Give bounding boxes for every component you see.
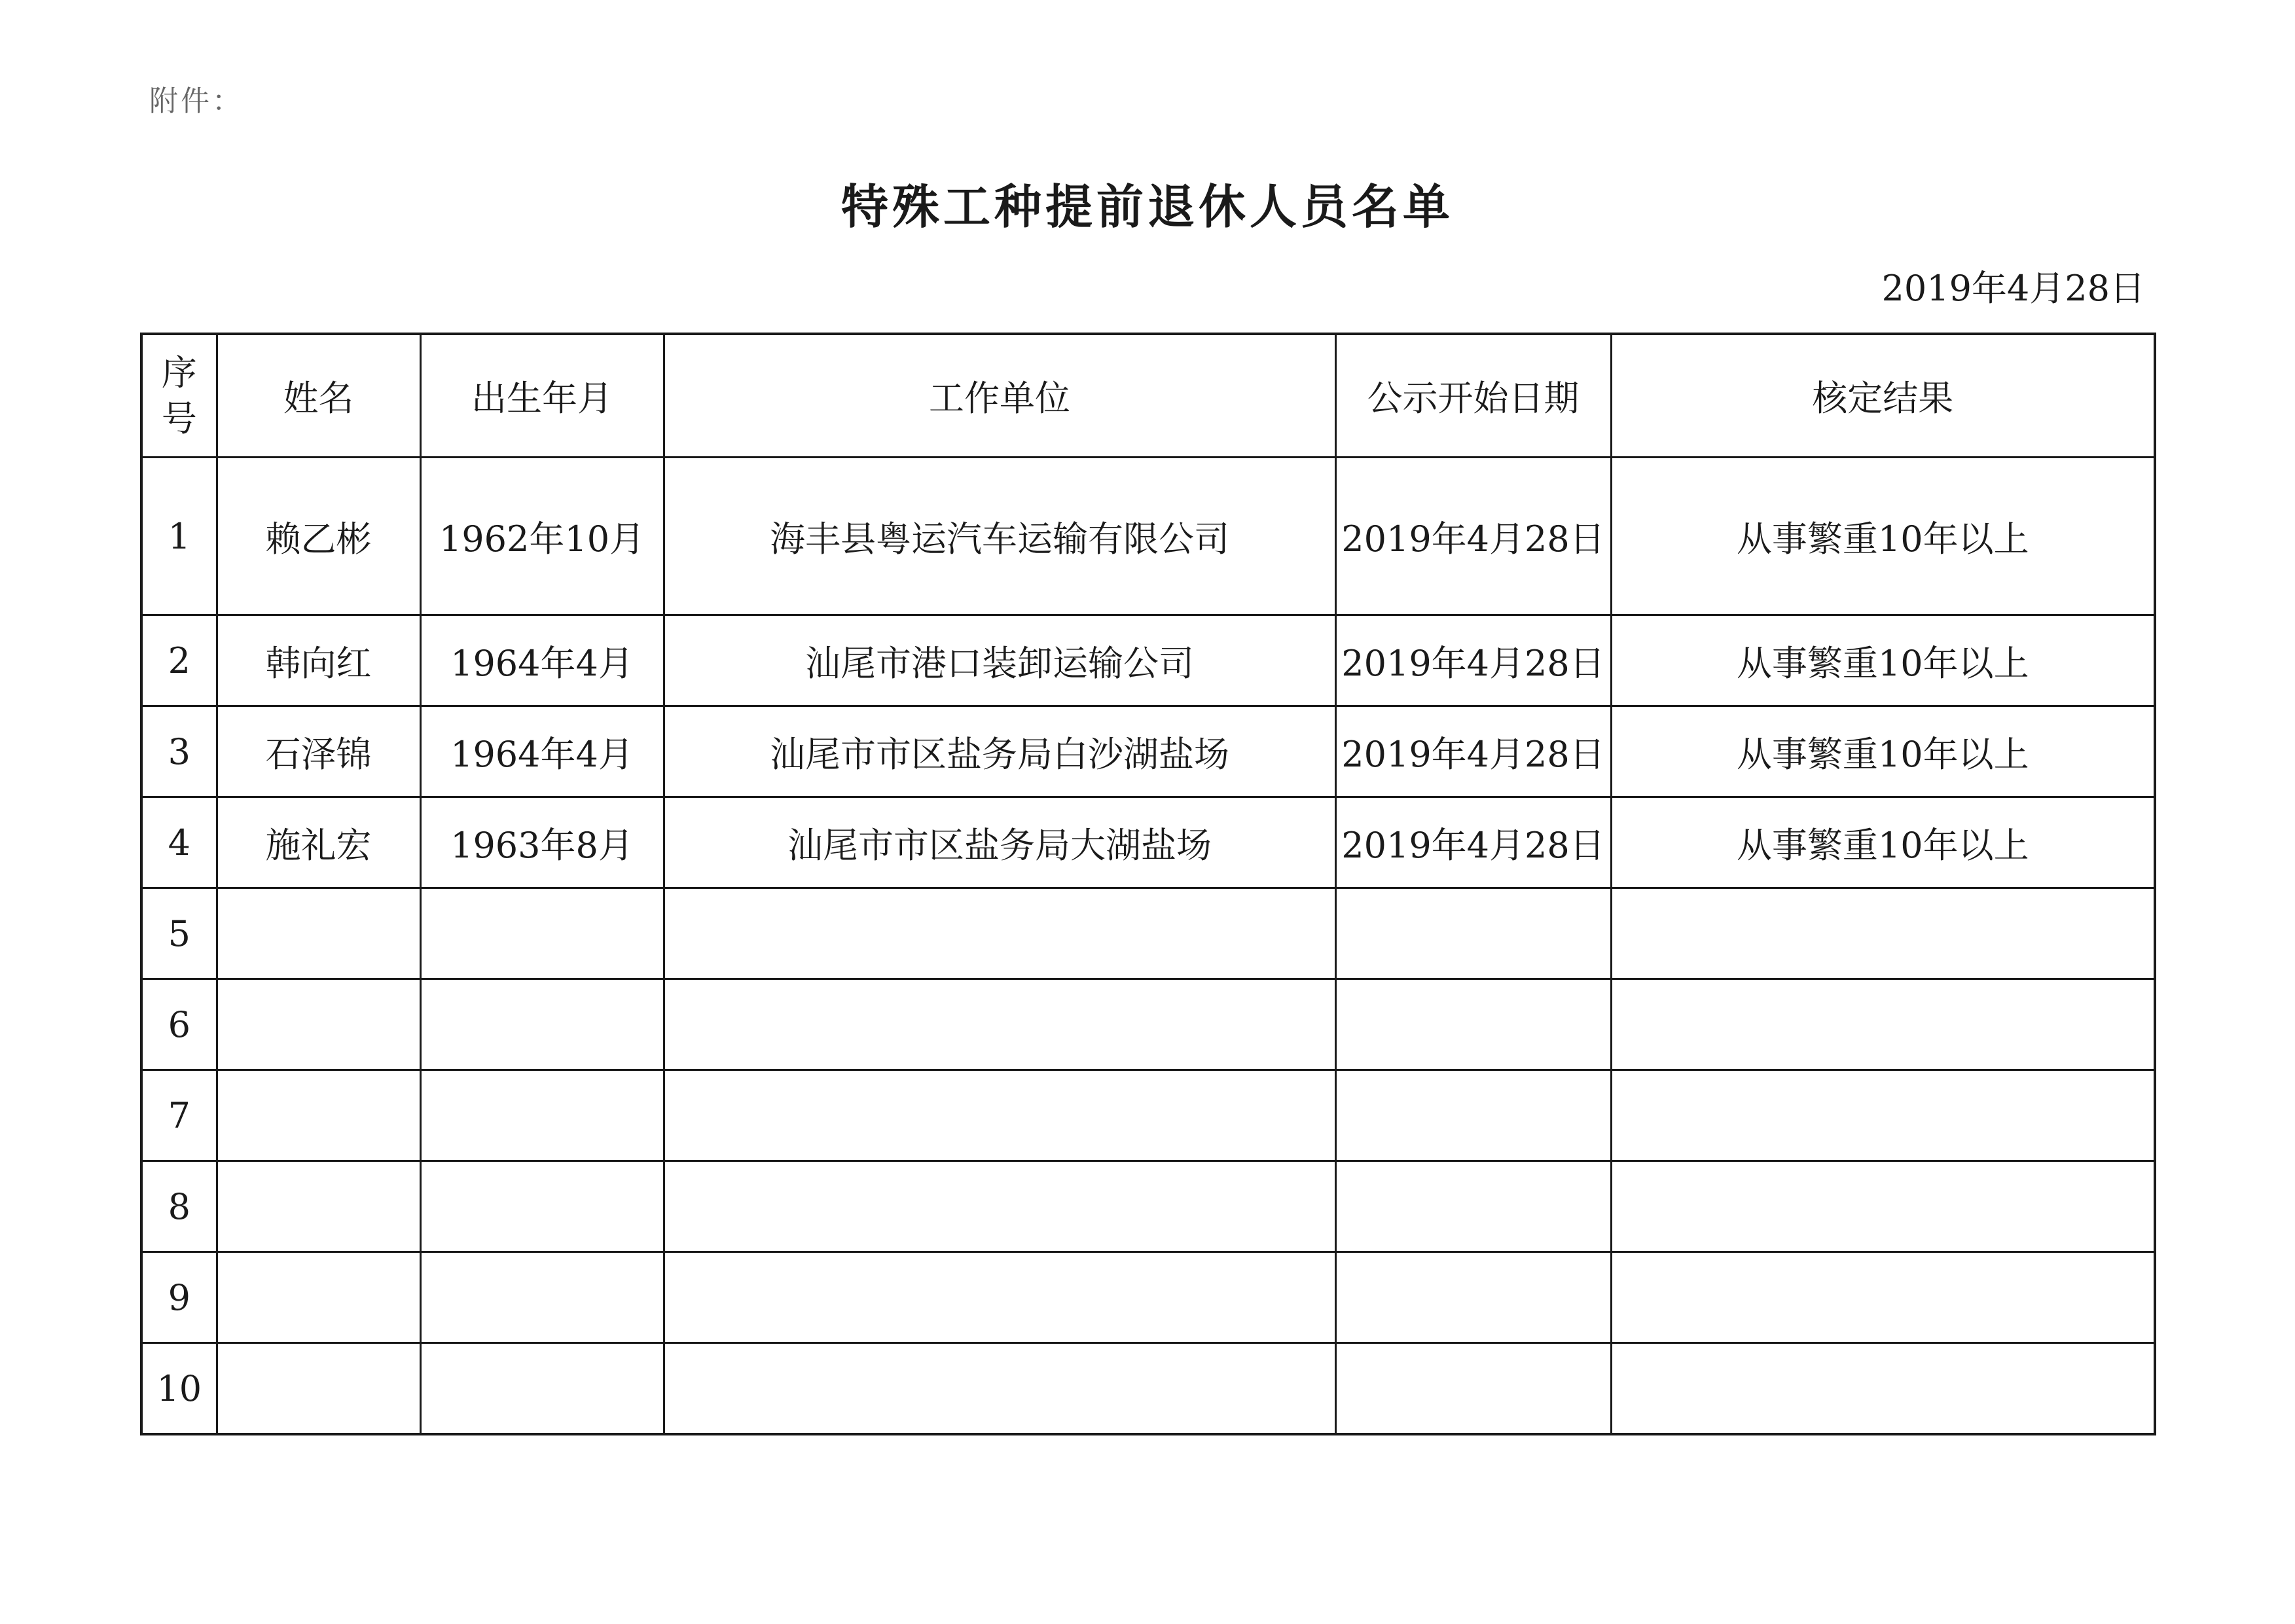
cell-employer bbox=[664, 1252, 1335, 1343]
table-row bbox=[141, 1070, 2155, 1161]
cell-announce-date bbox=[1335, 1070, 1611, 1161]
table-row bbox=[141, 615, 2155, 706]
cell-result bbox=[1611, 1252, 2155, 1343]
cell-birth-date bbox=[420, 1252, 664, 1343]
cell-employer bbox=[664, 1343, 1335, 1435]
header-name: 姓名 bbox=[217, 334, 420, 458]
cell-result bbox=[1611, 979, 2155, 1070]
cell-announce-date bbox=[1335, 1252, 1611, 1343]
cell-result: 从事繁重10年以上 bbox=[1611, 706, 2155, 797]
cell-announce-date bbox=[1335, 1161, 1611, 1252]
header-employer: 工作单位 bbox=[664, 334, 1335, 458]
cell-result: 从事繁重10年以上 bbox=[1611, 458, 2155, 615]
cell-serial-number: 2 bbox=[141, 615, 217, 706]
cell-birth-date bbox=[420, 979, 664, 1070]
table-row bbox=[141, 1161, 2155, 1252]
cell-name: 韩向红 bbox=[217, 615, 420, 706]
cell-employer: 汕尾市港口装卸运输公司 bbox=[664, 615, 1335, 706]
table-row bbox=[141, 1343, 2155, 1435]
cell-name bbox=[217, 888, 420, 979]
cell-name bbox=[217, 1252, 420, 1343]
cell-name bbox=[217, 1161, 420, 1252]
cell-announce-date bbox=[1335, 888, 1611, 979]
cell-employer bbox=[664, 979, 1335, 1070]
cell-name bbox=[217, 979, 420, 1070]
cell-name bbox=[217, 1070, 420, 1161]
header-serial-number bbox=[141, 334, 217, 458]
cell-result bbox=[1611, 1343, 2155, 1435]
page-title: 特殊工种提前退休人员名单 bbox=[840, 179, 1454, 234]
cell-employer: 汕尾市市区盐务局大湖盐场 bbox=[664, 797, 1335, 888]
cell-serial-number: 10 bbox=[141, 1343, 217, 1435]
cell-birth-date: 1964年4月 bbox=[420, 706, 664, 797]
cell-name bbox=[217, 1343, 420, 1435]
cell-announce-date: 2019年4月28日 bbox=[1335, 458, 1611, 615]
cell-name: 石泽锦 bbox=[217, 706, 420, 797]
cell-birth-date bbox=[420, 1070, 664, 1161]
table-row bbox=[141, 706, 2155, 797]
cell-name: 赖乙彬 bbox=[217, 458, 420, 615]
table-row bbox=[141, 979, 2155, 1070]
cell-serial-number: 4 bbox=[141, 797, 217, 888]
table-row bbox=[141, 458, 2155, 615]
table-row bbox=[141, 797, 2155, 888]
attachment-label: 附件： bbox=[149, 84, 244, 118]
cell-birth-date: 1962年10月 bbox=[420, 458, 664, 615]
cell-serial-number: 1 bbox=[141, 458, 217, 615]
cell-serial-number: 8 bbox=[141, 1161, 217, 1252]
cell-birth-date: 1964年4月 bbox=[420, 615, 664, 706]
cell-announce-date: 2019年4月28日 bbox=[1335, 797, 1611, 888]
cell-serial-number: 6 bbox=[141, 979, 217, 1070]
cell-birth-date: 1963年8月 bbox=[420, 797, 664, 888]
cell-announce-date bbox=[1335, 979, 1611, 1070]
retirement-list-table bbox=[140, 333, 2156, 1435]
cell-serial-number: 7 bbox=[141, 1070, 217, 1161]
document-date: 2019年4月28日 bbox=[1881, 268, 2145, 309]
header-result: 核定结果 bbox=[1611, 334, 2155, 458]
cell-employer: 汕尾市市区盐务局白沙湖盐场 bbox=[664, 706, 1335, 797]
cell-serial-number: 9 bbox=[141, 1252, 217, 1343]
header-announce-date: 公示开始日期 bbox=[1335, 334, 1611, 458]
cell-employer bbox=[664, 888, 1335, 979]
cell-result: 从事繁重10年以上 bbox=[1611, 797, 2155, 888]
cell-birth-date bbox=[420, 888, 664, 979]
cell-birth-date bbox=[420, 1161, 664, 1252]
cell-announce-date: 2019年4月28日 bbox=[1335, 706, 1611, 797]
header-serial-number-line2: 号 bbox=[161, 397, 197, 439]
cell-employer bbox=[664, 1070, 1335, 1161]
cell-announce-date bbox=[1335, 1343, 1611, 1435]
cell-result bbox=[1611, 1070, 2155, 1161]
table-row bbox=[141, 1252, 2155, 1343]
cell-birth-date bbox=[420, 1343, 664, 1435]
cell-employer bbox=[664, 1161, 1335, 1252]
header-serial-number-line1: 序 bbox=[161, 352, 197, 393]
cell-result bbox=[1611, 1161, 2155, 1252]
cell-result bbox=[1611, 888, 2155, 979]
cell-serial-number: 5 bbox=[141, 888, 217, 979]
table-header-row bbox=[141, 334, 2155, 458]
cell-announce-date: 2019年4月28日 bbox=[1335, 615, 1611, 706]
cell-name: 施礼宏 bbox=[217, 797, 420, 888]
cell-result: 从事繁重10年以上 bbox=[1611, 615, 2155, 706]
cell-serial-number: 3 bbox=[141, 706, 217, 797]
table-row bbox=[141, 888, 2155, 979]
cell-employer: 海丰县粤运汽车运输有限公司 bbox=[664, 458, 1335, 615]
header-birth-date: 出生年月 bbox=[420, 334, 664, 458]
